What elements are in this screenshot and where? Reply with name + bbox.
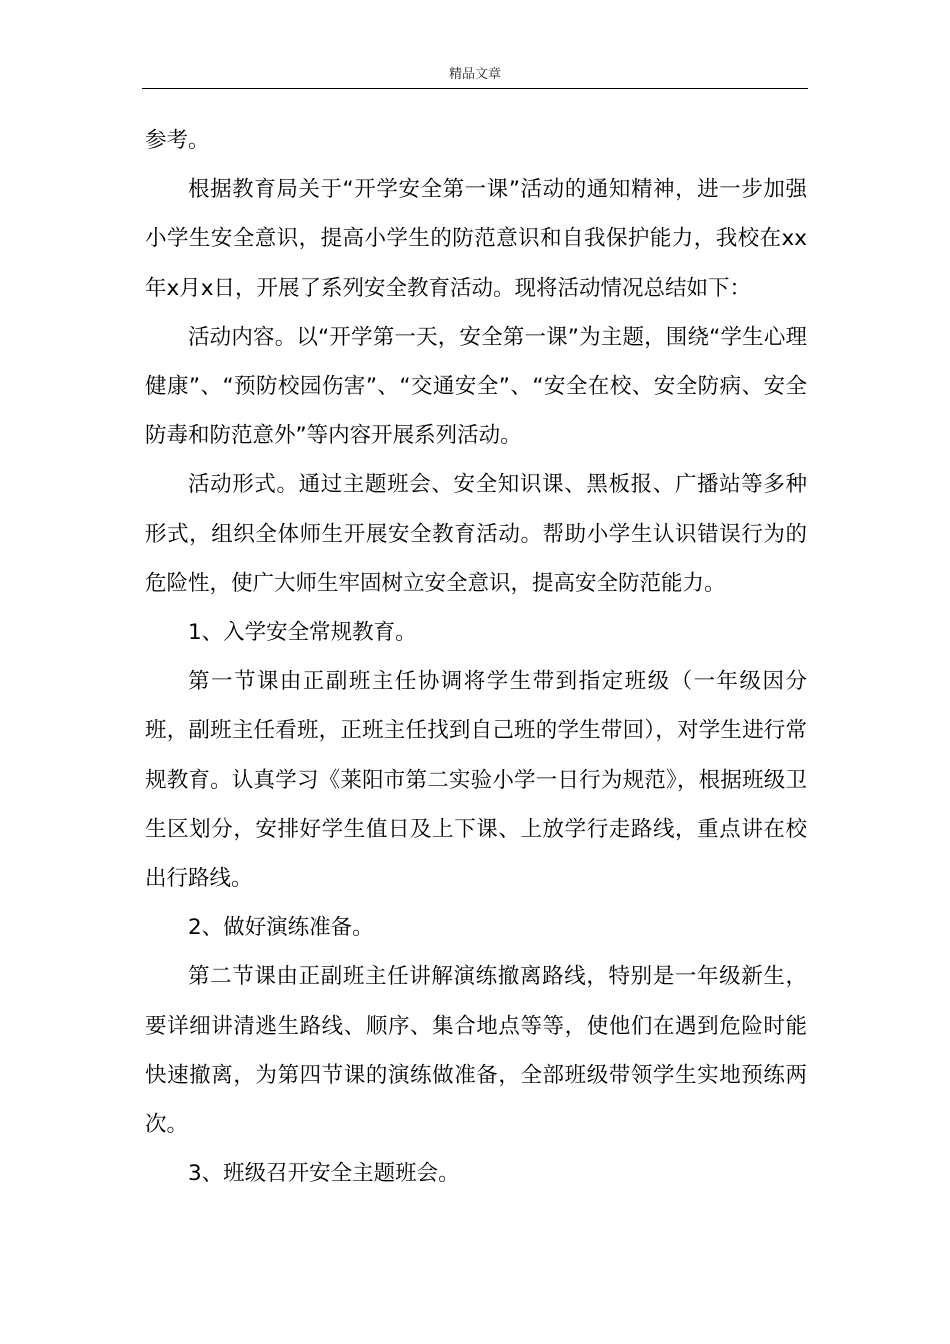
paragraph: 第一节课由正副班主任协调将学生带到指定班级（一年级因分班，副班主任看班，正班主任找到自己班的学生带回），对学生进行常规教育。认真学习《莱阳市第二实验小学一日行为规范》，根据班级卫生区划分，安排好学生值日及上下课、上放学行走路线，重点讲在校出行路线。	[145, 669, 807, 892]
list-heading: 1、入学安全常规教育。	[188, 620, 417, 646]
paragraph: 活动内容。以“开学第一天，安全第一课”为主题，围绕“学生心理健康”、“预防校园伤害”、“交通安全”、“安全在校、安全防病、安全防毒和防范意外”等内容开展系列活动。	[145, 324, 807, 449]
paragraph: 活动形式。通过主题班会、安全知识课、黑板报、广播站等多种形式，组织全体师生开展安全教育活动。帮助小学生认识错误行为的危险性，使广大师生牢固树立安全意识，提高安全防范能力。	[145, 472, 807, 596]
paragraph: 参考。	[145, 128, 210, 153]
page-header: 精品文章	[448, 67, 501, 82]
paragraph: 根据教育局关于“开学安全第一课”活动的通知精神，进一步加强小学生安全意识，提高小学生的防范意识和自我保护能力，我校在xx年x月x日，开展了系列安全教育活动。现将活动情况总结如下：	[145, 177, 807, 301]
paragraph: 第二节课由正副班主任讲解演练撤离路线，特别是一年级新生，要详细讲清逃生路线、顺序、集合地点等等，使他们在遇到危险时能快速撤离，为第四节课的演练做准备，全部班级带领学生实地预练两次。	[145, 964, 807, 1138]
document-body	[145, 116, 807, 1198]
header-divider	[142, 88, 808, 89]
list-heading: 3、班级召开安全主题班会。	[188, 1161, 460, 1187]
list-heading: 2、做好演练准备。	[188, 915, 374, 941]
